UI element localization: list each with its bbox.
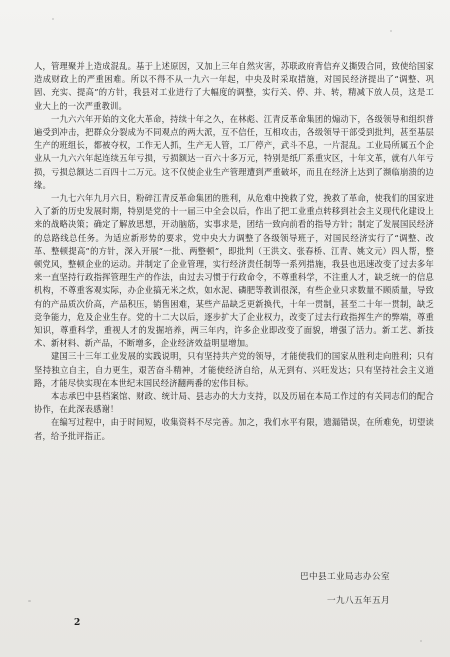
- scan-speck: [420, 640, 422, 642]
- paragraph-acknowledgement: 本志承巴中县档案馆、财政、统计局、县志办的大力支持，以及历届在本局工作过的有关同志们的配合协作，在此深表感谢！: [34, 391, 434, 415]
- signature-date: 一九八五年五月: [327, 596, 390, 606]
- scan-speck: [52, 18, 54, 20]
- paragraph-reform: 一九七六年九月六日，粉碎江青反革命集团的胜利，从危难中挽救了党，挽救了革命，使我们的国家进入了新的历史发展时期，特别是党的十一届三中全会以后，作出了把工业重点转移到社会主义现代化建设上来的战略决策；确定了解放思想，开动脑筋，实事求是，团结一致向前看的指导方针；制定了发展国民经济的总路线总任务。为适应新形势的要求，党中央大力调整了各级领导班子，对国民经济实行了“调整、改革、整顿提高”的方针，深入开展“一批、两整顿”，即批判（王洪文、张春桥、江青、姚文元）四人帮，整顿党风，整顿企业的运动。并制定了企业管理，实行经济责任制等一系列措施，我县也迅速改变了过去多年来一直坚持行政指挥管理生产的作法，由过去习惯于行政命令，不尊重科学，不注重人才，缺乏统一的信息机构，不尊重客观实际，办企业搞无米之炊，如水泥、磷肥等教训很深，有些企业只求数量不顾质量，导致有的产品质次价高，产品积压，销售困难，某些产品缺乏更新换代，十年一贯制，甚至二十年一贯制，缺乏竞争能力，危及企业生存。党的十二大以后，逐步扩大了企业权力，改变了过去行政指挥生产的弊端，尊重知识，尊重科学，重视人才的发掘培养，两三年内，许多企业即改变了面貌，增强了活力。新工艺、新技术、新材料、新产品，不断增多，企业经济效益明显增加。: [34, 193, 434, 349]
- paragraph-conclusion: 建国三十三年工业发展的实践说明，只有坚持共产党的领导，才能使我们的国家从胜利走向胜利；只有坚持独立自主，自力更生，艰苦奋斗精神，才能使经济自给，从无到有、兴旺发达；只有坚持社会主义道路，才能尽快实现在本世纪末国民经济翻两番的宏伟目标。: [34, 351, 434, 388]
- scan-speck: [390, 30, 392, 32]
- page-number: 2: [74, 618, 81, 628]
- paragraph-continued: 人，管理聚并上造成混乱。基于上述原因，又加上三年自然灾害，苏联政府背信弃义撕毁合同，致使给国家造成财政上的严重困难。所以不得不从一九六一年起，中央及时采取措施，对国民经济提出了“调整、巩固、充实、提高”的方针，我县对工业进行了大幅度的调整，实行关、停、并、转，精减下放人员，这是工业大上的一次严重教训。: [34, 61, 434, 111]
- paragraph-cultural-revolution: 一九六六年开始的文化大革命，持续十年之久，在林彪、江青反革命集团的煽动下，各级领导和组织普遍受到冲击，把群众分裂成为不同观点的两大派，互不信任，互相攻击，各级领导干部受到批判，甚至基层生产的班组长，都被夺权，工作无人抓，生产无人管，工厂停产，武斗不息，一片混乱。工业局所属五个企业从一九六六年起连续五年亏损，亏损额达一百六十多万元，特别是纸厂系重灾区，十年文革，就有八年亏损，亏损总额达二百四十二万元。这不仅使企业生产管理遭到严重破坏，而且在经济上达到了濒临崩溃的边缘。: [34, 113, 434, 190]
- document-body: [34, 60, 434, 443]
- paragraph-apology: 在编写过程中，由于时间短，收集资料不尽完善。加之，我们水平有限，遗漏错误，在所难免，切望读者，给予批评指正。: [34, 417, 434, 441]
- signature-organization: 巴中县工业局志办公室: [300, 572, 390, 582]
- scan-speck: [28, 600, 31, 602]
